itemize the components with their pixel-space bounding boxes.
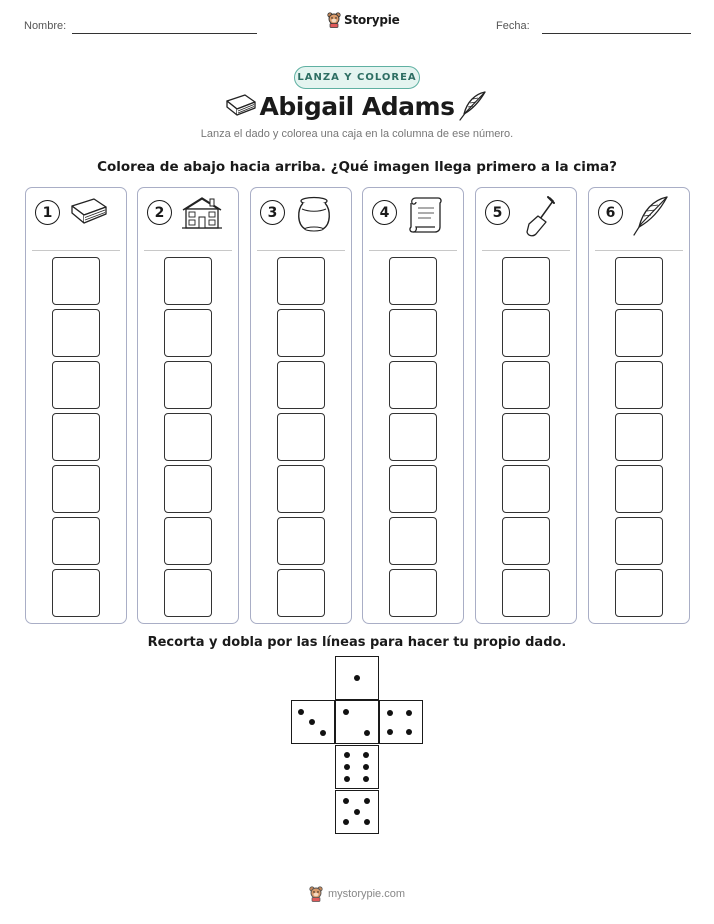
dice-pip [298, 709, 304, 715]
color-box[interactable] [277, 569, 325, 617]
column-5 [475, 187, 577, 624]
dice-pip [363, 752, 369, 758]
color-box[interactable] [277, 361, 325, 409]
color-box[interactable] [389, 361, 437, 409]
dice-face-six [335, 745, 379, 789]
color-box[interactable] [615, 517, 663, 565]
quill-icon [458, 90, 488, 122]
name-line[interactable] [72, 33, 257, 34]
logo-text: Storypie [344, 13, 400, 27]
color-box[interactable] [389, 413, 437, 461]
subtitle: Lanza el dado y colorea una caja en la columna de ese número. [200, 128, 514, 140]
dice-face-three [291, 700, 335, 744]
color-box[interactable] [52, 465, 100, 513]
dice-pip [364, 798, 370, 804]
color-box[interactable] [164, 257, 212, 305]
activity-badge: LANZA Y COLOREA [294, 66, 420, 89]
column-divider [144, 250, 232, 251]
color-box[interactable] [52, 517, 100, 565]
color-box[interactable] [502, 361, 550, 409]
dice-pip [354, 675, 360, 681]
cut-instruction: Recorta y dobla por las líneas para hacer tu propio dado. [147, 635, 567, 650]
color-box[interactable] [277, 413, 325, 461]
dice-pip [344, 776, 350, 782]
color-box[interactable] [52, 361, 100, 409]
color-box[interactable] [389, 569, 437, 617]
shovel-icon [518, 194, 558, 240]
column-2 [137, 187, 239, 624]
dice-face-four [379, 700, 423, 744]
column-number: 2 [147, 200, 172, 225]
bear-icon [327, 12, 341, 28]
dice-pip [387, 710, 393, 716]
color-box[interactable] [277, 517, 325, 565]
color-box[interactable] [164, 413, 212, 461]
dice-pip [406, 710, 412, 716]
scroll-icon [405, 194, 447, 236]
pot-icon [293, 194, 335, 234]
dice-pip [343, 819, 349, 825]
column-6 [588, 187, 690, 624]
column-number: 4 [372, 200, 397, 225]
page-title: Abigail Adams [259, 92, 455, 121]
column-4 [362, 187, 464, 624]
footer-url[interactable]: mystorypie.com [327, 888, 406, 900]
column-number: 6 [598, 200, 623, 225]
color-box[interactable] [52, 257, 100, 305]
column-divider [595, 250, 683, 251]
coloring-instruction: Colorea de abajo hacia arriba. ¿Qué imagen llega primero a la cima? [97, 159, 617, 175]
column-number: 5 [485, 200, 510, 225]
color-box[interactable] [615, 569, 663, 617]
column-divider [32, 250, 120, 251]
color-box[interactable] [389, 517, 437, 565]
color-box[interactable] [52, 569, 100, 617]
dice-pip [354, 809, 360, 815]
dice-pip [343, 798, 349, 804]
column-number: 3 [260, 200, 285, 225]
color-box[interactable] [389, 309, 437, 357]
color-box[interactable] [615, 309, 663, 357]
color-box[interactable] [615, 465, 663, 513]
dice-pip [320, 730, 326, 736]
color-box[interactable] [389, 257, 437, 305]
color-box[interactable] [277, 257, 325, 305]
dice-face-five [335, 790, 379, 834]
color-box[interactable] [615, 361, 663, 409]
column-1 [25, 187, 127, 624]
column-3 [250, 187, 352, 624]
color-box[interactable] [389, 465, 437, 513]
dice-pip [364, 730, 370, 736]
color-box[interactable] [615, 257, 663, 305]
color-box[interactable] [502, 413, 550, 461]
dice-face-two [335, 700, 379, 744]
footer [0, 886, 714, 902]
dice-pip [344, 764, 350, 770]
color-box[interactable] [164, 361, 212, 409]
color-box[interactable] [502, 517, 550, 565]
color-box[interactable] [277, 465, 325, 513]
book-icon [68, 194, 110, 230]
color-box[interactable] [502, 257, 550, 305]
column-divider [482, 250, 570, 251]
dice-face-one [335, 656, 379, 700]
dice-pip [406, 729, 412, 735]
color-box[interactable] [502, 569, 550, 617]
color-box[interactable] [502, 465, 550, 513]
storypie-logo [327, 12, 400, 28]
color-box[interactable] [277, 309, 325, 357]
color-box[interactable] [502, 309, 550, 357]
color-box[interactable] [164, 465, 212, 513]
dice-pip [363, 764, 369, 770]
column-divider [369, 250, 457, 251]
quill-icon [631, 194, 671, 238]
bear-icon [309, 886, 323, 902]
dice-pip [364, 819, 370, 825]
dice-pip [344, 752, 350, 758]
dice-pip [309, 719, 315, 725]
date-label: Fecha: [496, 20, 530, 32]
house-icon [180, 194, 224, 232]
color-box[interactable] [164, 309, 212, 357]
column-number: 1 [35, 200, 60, 225]
name-label: Nombre: [24, 20, 67, 32]
dice-pip [363, 776, 369, 782]
color-box[interactable] [164, 517, 212, 565]
color-box[interactable] [52, 413, 100, 461]
color-box[interactable] [615, 413, 663, 461]
date-line[interactable] [542, 33, 691, 34]
dice-pip [387, 729, 393, 735]
color-box[interactable] [164, 569, 212, 617]
column-divider [257, 250, 345, 251]
color-box[interactable] [52, 309, 100, 357]
dice-pip [343, 709, 349, 715]
